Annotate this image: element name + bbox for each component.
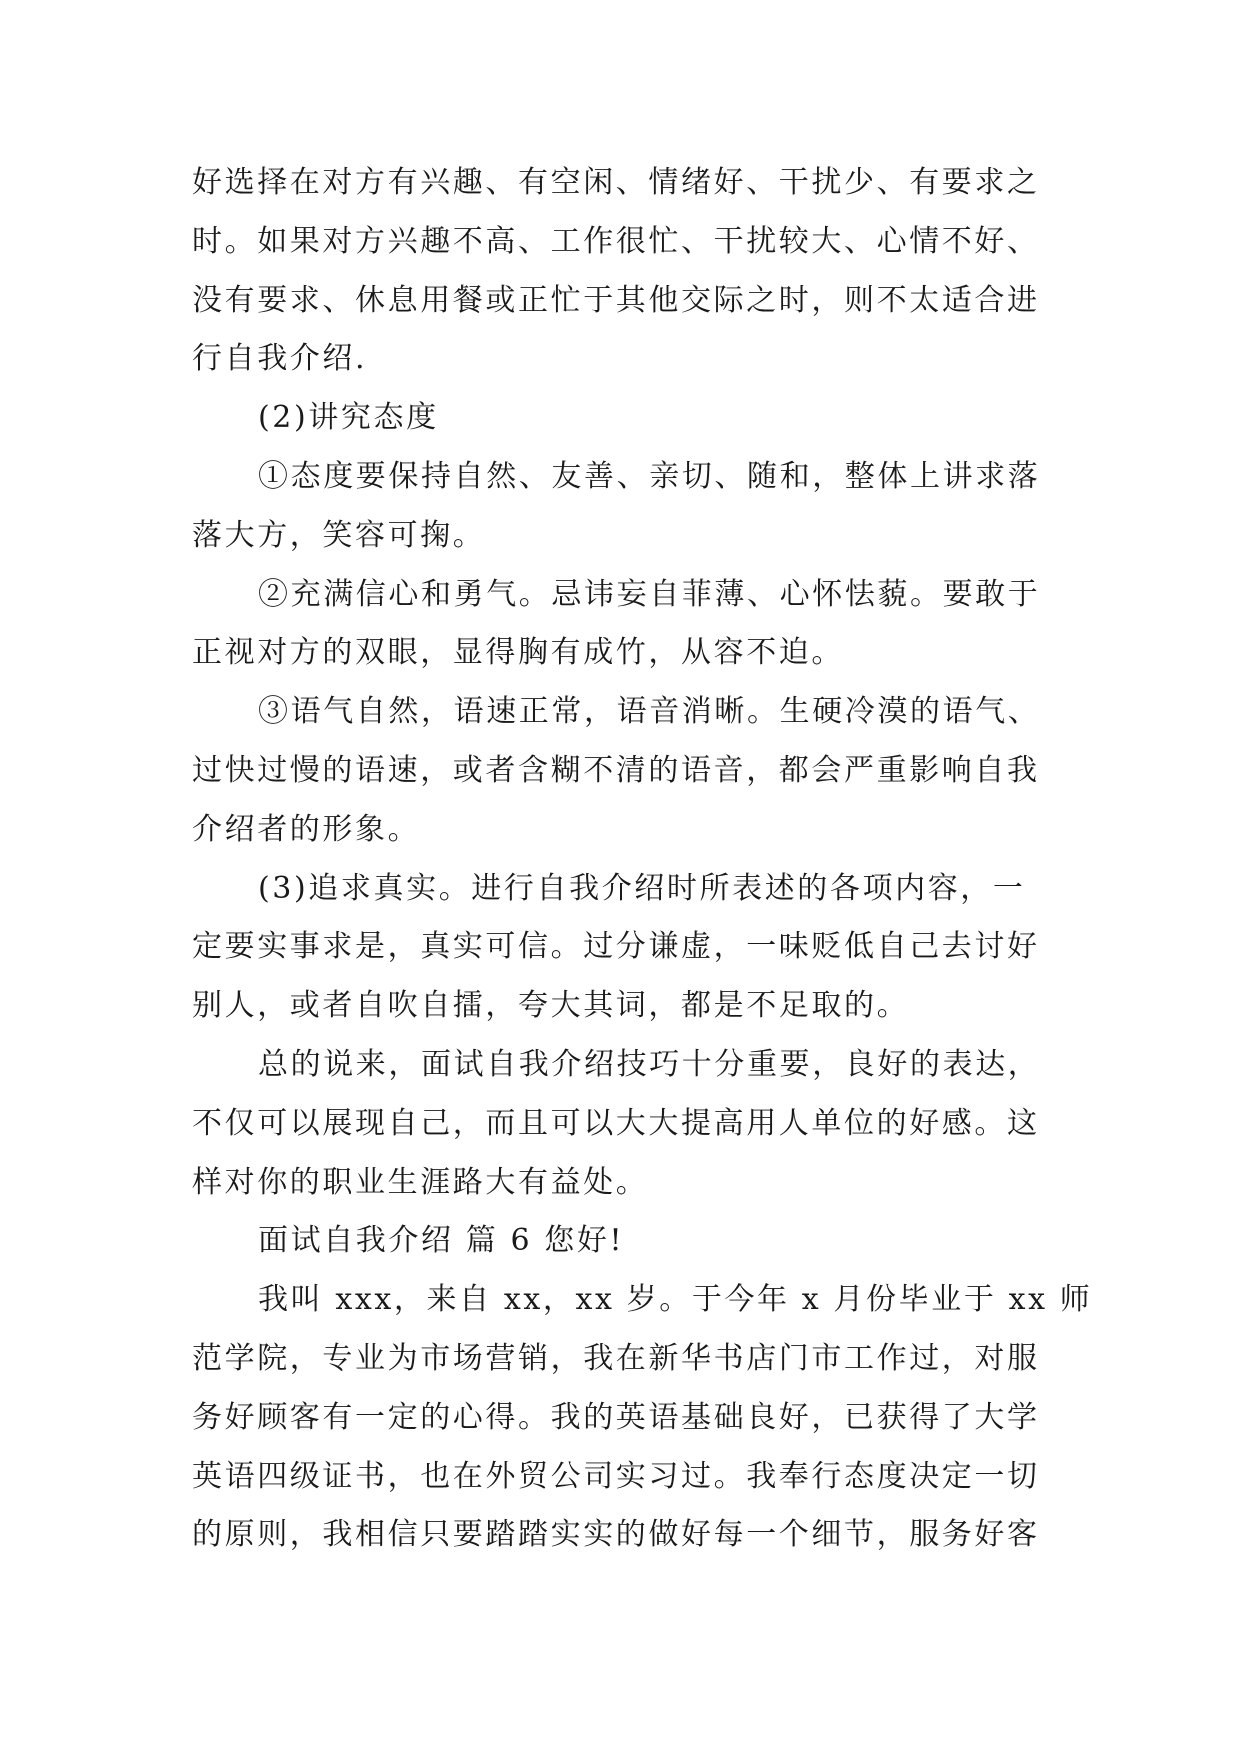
text-line: 不仅可以展现自己，而且可以大大提高用人单位的好感。这 bbox=[192, 1105, 1040, 1141]
text-line: 务好顾客有一定的心得。我的英语基础良好，已获得了大学 bbox=[192, 1399, 1040, 1435]
text-line: 正视对方的双眼，显得胸有成竹，从容不迫。 bbox=[192, 635, 844, 671]
paragraph-start: ①态度要保持自然、友善、亲切、随和，整体上讲求落 bbox=[258, 458, 1041, 494]
text-line: 介绍者的形象。 bbox=[192, 811, 421, 847]
paragraph-start: 总的说来，面试自我介绍技巧十分重要，良好的表达， bbox=[258, 1046, 1041, 1082]
paragraph-start: ③语气自然，语速正常，语音消晰。生硬冷漠的语气、 bbox=[258, 694, 1041, 730]
section-heading: (2)讲究态度 bbox=[258, 400, 439, 436]
paragraph-start: (3)追求真实。进行自我介绍时所表述的各项内容，一 bbox=[258, 870, 1026, 906]
text-line: 英语四级证书，也在外贸公司实习过。我奉行态度决定一切 bbox=[192, 1458, 1040, 1494]
section-title: 面试自我介绍 篇 6 您好! bbox=[258, 1223, 625, 1259]
text-line: 行自我介绍. bbox=[192, 341, 368, 377]
text-line: 定要实事求是，真实可信。过分谦虚，一味贬低自己去讨好 bbox=[192, 929, 1040, 965]
document-body bbox=[192, 154, 1093, 1565]
paragraph-start: 我叫 xxx，来自 xx，xx 岁。于今年 x 月份毕业于 xx 师 bbox=[258, 1282, 1093, 1318]
text-line: 范学院，专业为市场营销，我在新华书店门市工作过，对服 bbox=[192, 1340, 1040, 1376]
text-line: 别人，或者自吹自擂，夸大其词，都是不足取的。 bbox=[192, 988, 910, 1024]
text-line: 没有要求、休息用餐或正忙于其他交际之时，则不太适合进 bbox=[192, 282, 1040, 318]
text-line: 落大方，笑容可掬。 bbox=[192, 517, 486, 553]
text-line: 好选择在对方有兴趣、有空闲、情绪好、干扰少、有要求之 bbox=[192, 165, 1040, 200]
text-line: 样对你的职业生涯路大有益处。 bbox=[192, 1164, 649, 1200]
paragraph-start: ②充满信心和勇气。忌讳妄自菲薄、心怀怯藐。要敢于 bbox=[258, 576, 1041, 612]
text-line: 的原则，我相信只要踏踏实实的做好每一个细节，服务好客 bbox=[192, 1517, 1040, 1553]
text-line: 时。如果对方兴趣不高、工作很忙、干扰较大、心情不好、 bbox=[192, 223, 1040, 259]
text-line: 过快过慢的语速，或者含糊不清的语音，都会严重影响自我 bbox=[192, 752, 1040, 788]
